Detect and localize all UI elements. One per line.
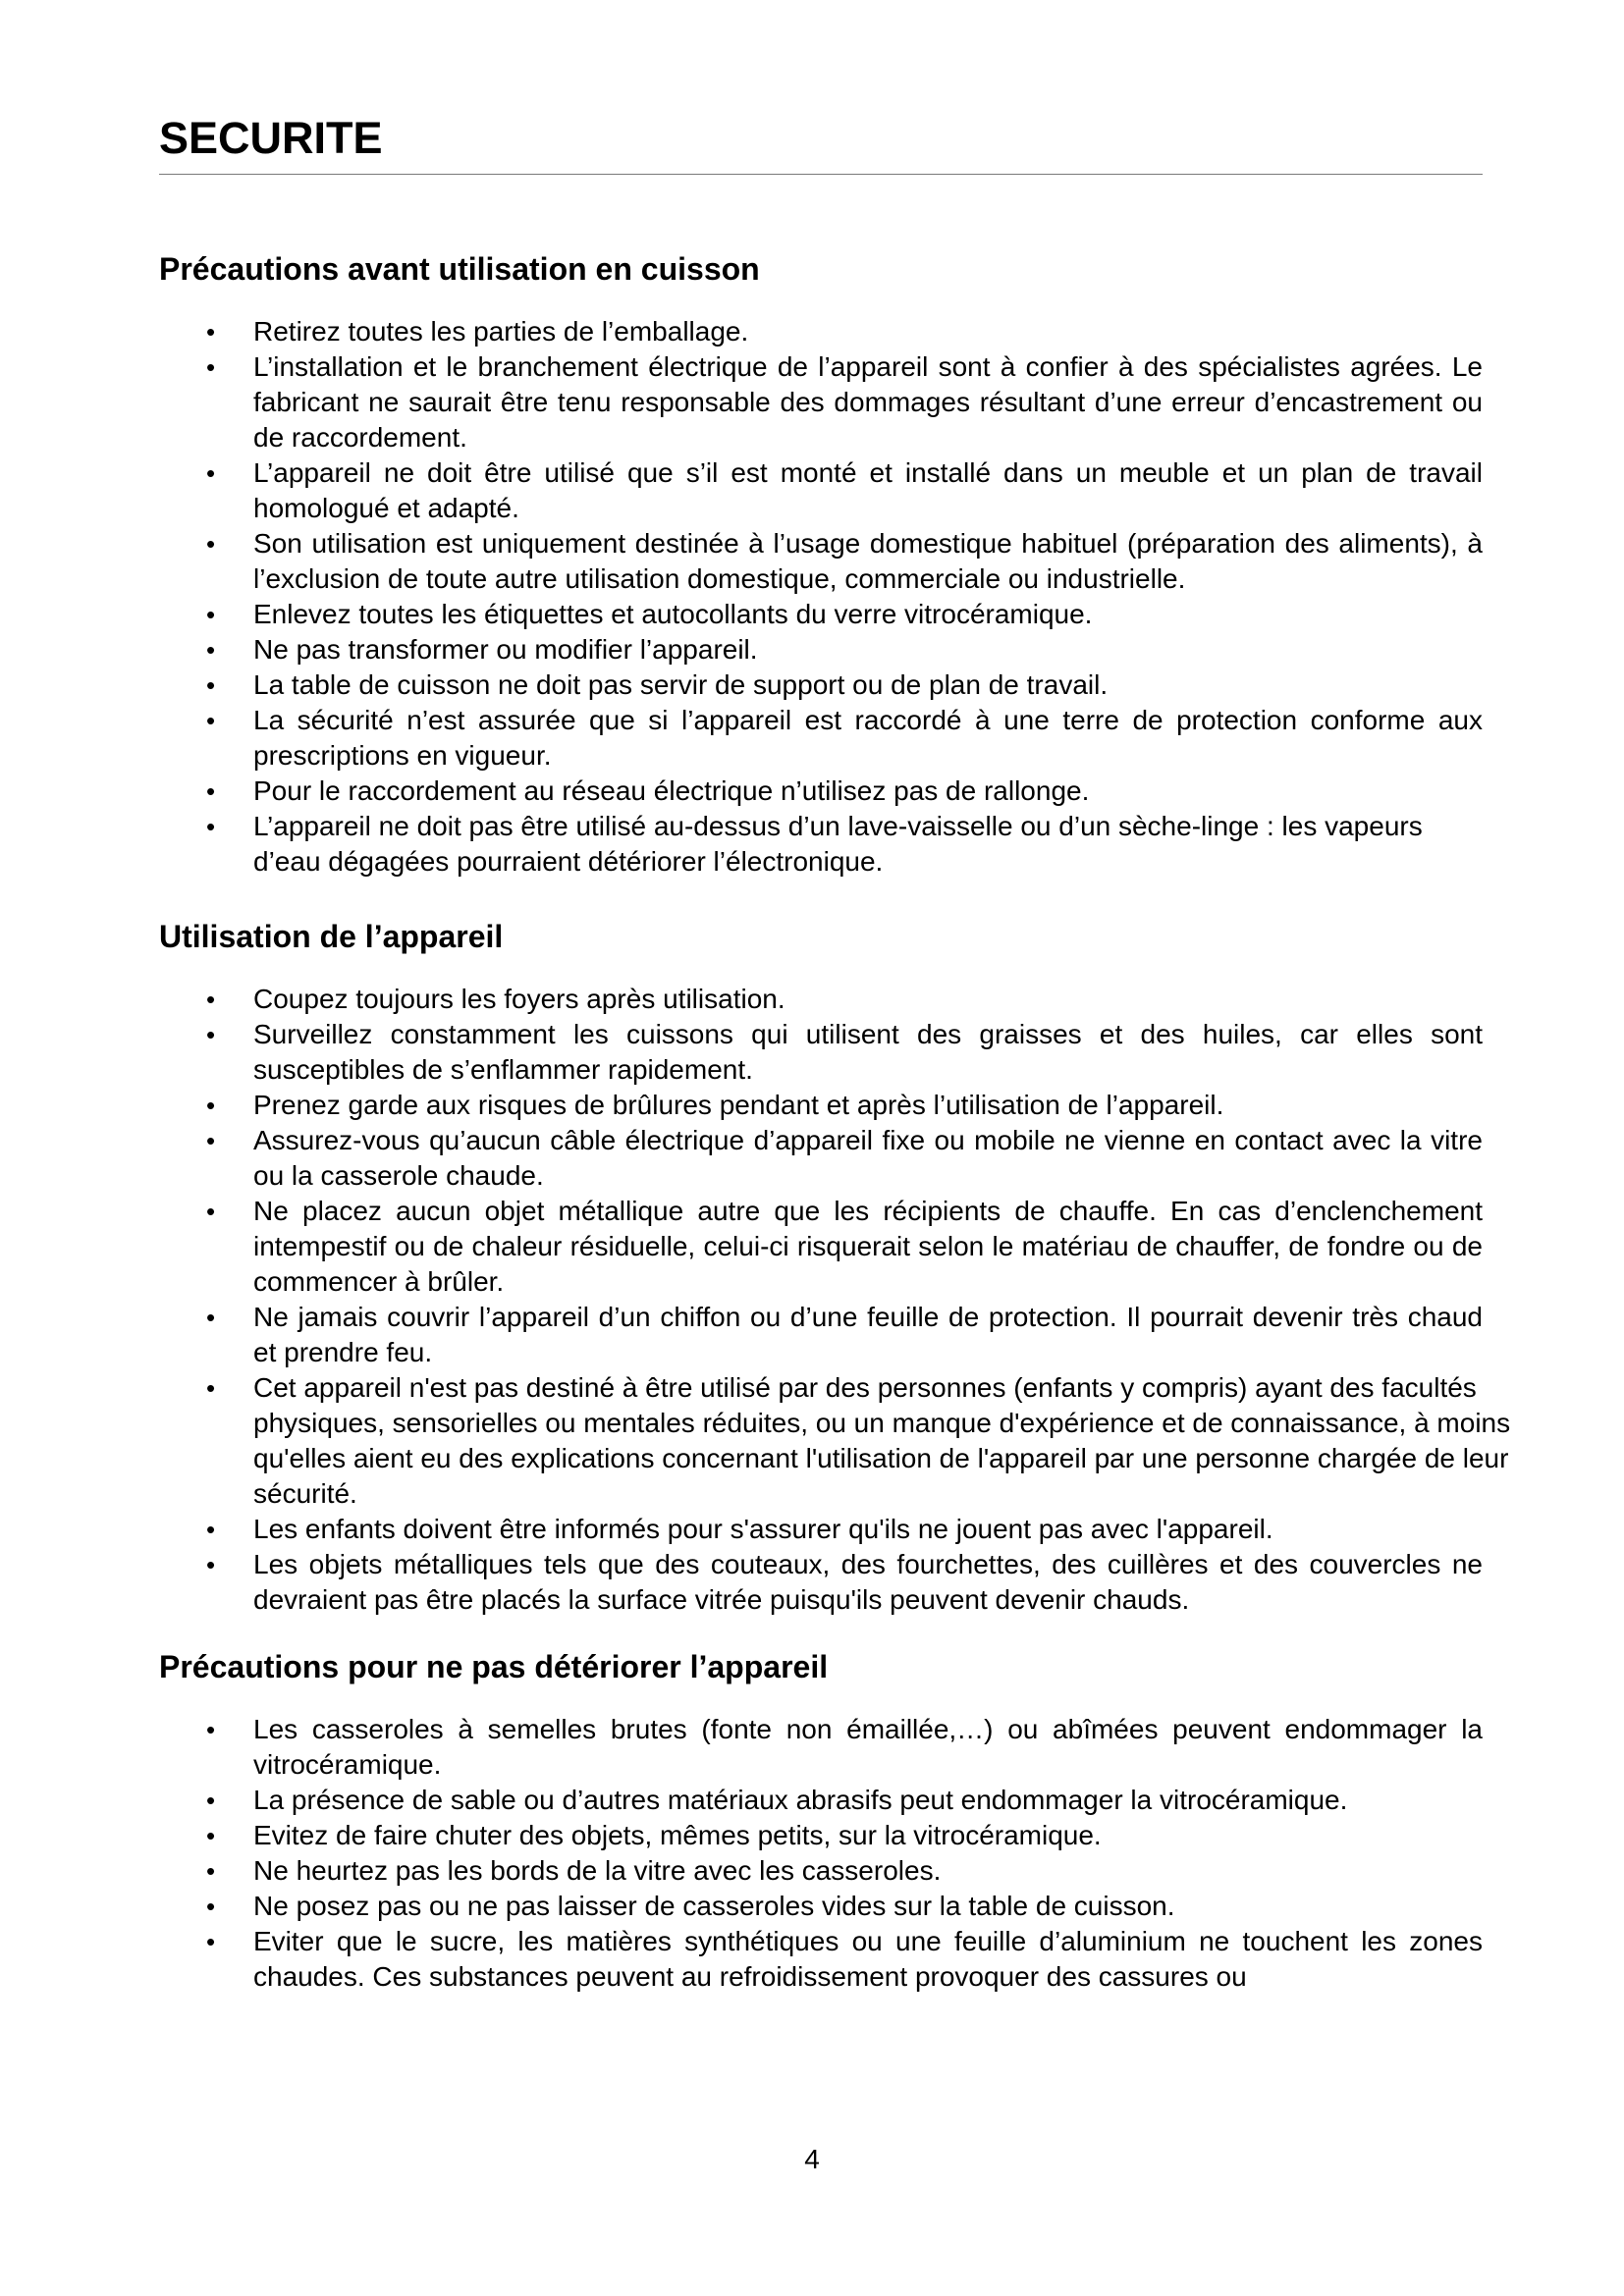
page-number: 4 <box>804 2144 820 2174</box>
list-item: • Coupez toujours les foyers après utilisation. <box>159 982 1483 1017</box>
list-item: • L’appareil ne doit pas être utilisé au-dessus d’un lave-vaisselle ou d’un sèche-linge : les vapeurs d’eau dégagées pourraient détériorer l’électronique. <box>159 809 1483 880</box>
list-item: • Prenez garde aux risques de brûlures pendant et après l’utilisation de l’appareil. <box>159 1088 1483 1123</box>
list-item: • Son utilisation est uniquement destinée à l’usage domestique habituel (préparation des aliments), à l’exclusion de toute autre utilisation domestique, commerciale ou industrielle. <box>159 526 1483 597</box>
list-item: • L’installation et le branchement électrique de l’appareil sont à confier à des spécialistes agrées. Le fabricant ne saurait être tenu responsable des dommages résultant d’une erreur d’encastrement ou de raccordement. <box>159 349 1483 455</box>
bullet-list <box>159 314 1483 880</box>
list-item: • Pour le raccordement au réseau électrique n’utilisez pas de rallonge. <box>159 774 1483 809</box>
list-item: • Ne posez pas ou ne pas laisser de casseroles vides sur la table de cuisson. <box>159 1889 1483 1924</box>
document-page <box>159 113 1511 1995</box>
page-title: SECURITE <box>159 116 1483 175</box>
list-item: • Evitez de faire chuter des objets, mêmes petits, sur la vitrocéramique. <box>159 1818 1483 1853</box>
list-item: • La présence de sable ou d’autres matériaux abrasifs peut endommager la vitrocéramique. <box>159 1783 1483 1818</box>
list-item: • Enlevez toutes les étiquettes et autocollants du verre vitrocéramique. <box>159 597 1483 632</box>
list-item: • Assurez-vous qu’aucun câble électrique d’appareil fixe ou mobile ne vienne en contact avec la vitre ou la casserole chaude. <box>159 1123 1483 1194</box>
section-title: Précautions avant utilisation en cuisson <box>159 251 760 287</box>
section-title: Précautions pour ne pas détériorer l’appareil <box>159 1649 829 1684</box>
section-precautions-deterioration <box>159 1651 1483 1995</box>
list-item: • Les casseroles à semelles brutes (fonte non émaillée,…) ou abîmées peuvent endommager la vitrocéramique. <box>159 1712 1483 1783</box>
list-item: • La table de cuisson ne doit pas servir de support ou de plan de travail. <box>159 667 1483 703</box>
list-item: • Les enfants doivent être informés pour s'assurer qu'ils ne jouent pas avec l'appareil. <box>159 1512 1483 1547</box>
list-item: • Ne jamais couvrir l’appareil d’un chiffon ou d’une feuille de protection. Il pourrait devenir très chaud et prendre feu. <box>159 1300 1483 1370</box>
bullet-list <box>159 1712 1483 1995</box>
list-item: • Eviter que le sucre, les matières synthétiques ou une feuille d’aluminium ne touchent les zones chaudes. Ces substances peuvent au refroidissement provoquer des cassures ou <box>159 1924 1483 1995</box>
list-item: • La sécurité n’est assurée que si l’appareil est raccordé à une terre de protection conforme aux prescriptions en vigueur. <box>159 703 1483 774</box>
list-item: • L’appareil ne doit être utilisé que s’il est monté et installé dans un meuble et un plan de travail homologué et adapté. <box>159 455 1483 526</box>
bullet-list <box>159 982 1511 1618</box>
list-item: • Ne pas transformer ou modifier l’appareil. <box>159 632 1483 667</box>
list-item: • Ne heurtez pas les bords de la vitre avec les casseroles. <box>159 1853 1483 1889</box>
section-utilisation-appareil <box>159 919 1511 1618</box>
section-precautions-avant-utilisation <box>159 253 1483 880</box>
list-item: • Retirez toutes les parties de l’emballage. <box>159 314 1483 349</box>
list-item: • Les objets métalliques tels que des couteaux, des fourchettes, des cuillères et des couvercles ne devraient pas être placés la surface vitrée puisqu'ils peuvent devenir chauds. <box>159 1547 1483 1618</box>
list-item: • Surveillez constamment les cuissons qui utilisent des graisses et des huiles, car elles sont susceptibles de s’enflammer rapidement. <box>159 1017 1483 1088</box>
section-title: Utilisation de l’appareil <box>159 919 504 954</box>
list-item: • Ne placez aucun objet métallique autre que les récipients de chauffe. En cas d’enclenchement intempestif ou de chaleur résiduelle, celui-ci risquerait selon le matériau de chauffer, de fondre ou de commencer à brûler. <box>159 1194 1483 1300</box>
list-item: • Cet appareil n'est pas destiné à être utilisé par des personnes (enfants y compris) ayant des facultés physiques, sensorielles ou mentales réduites, ou un manque d'expérience et de connaissance, à moins qu'elles aient eu des explications concernant l'utilisation de l'appareil par une personne chargée de leur sécurité. <box>159 1370 1520 1512</box>
